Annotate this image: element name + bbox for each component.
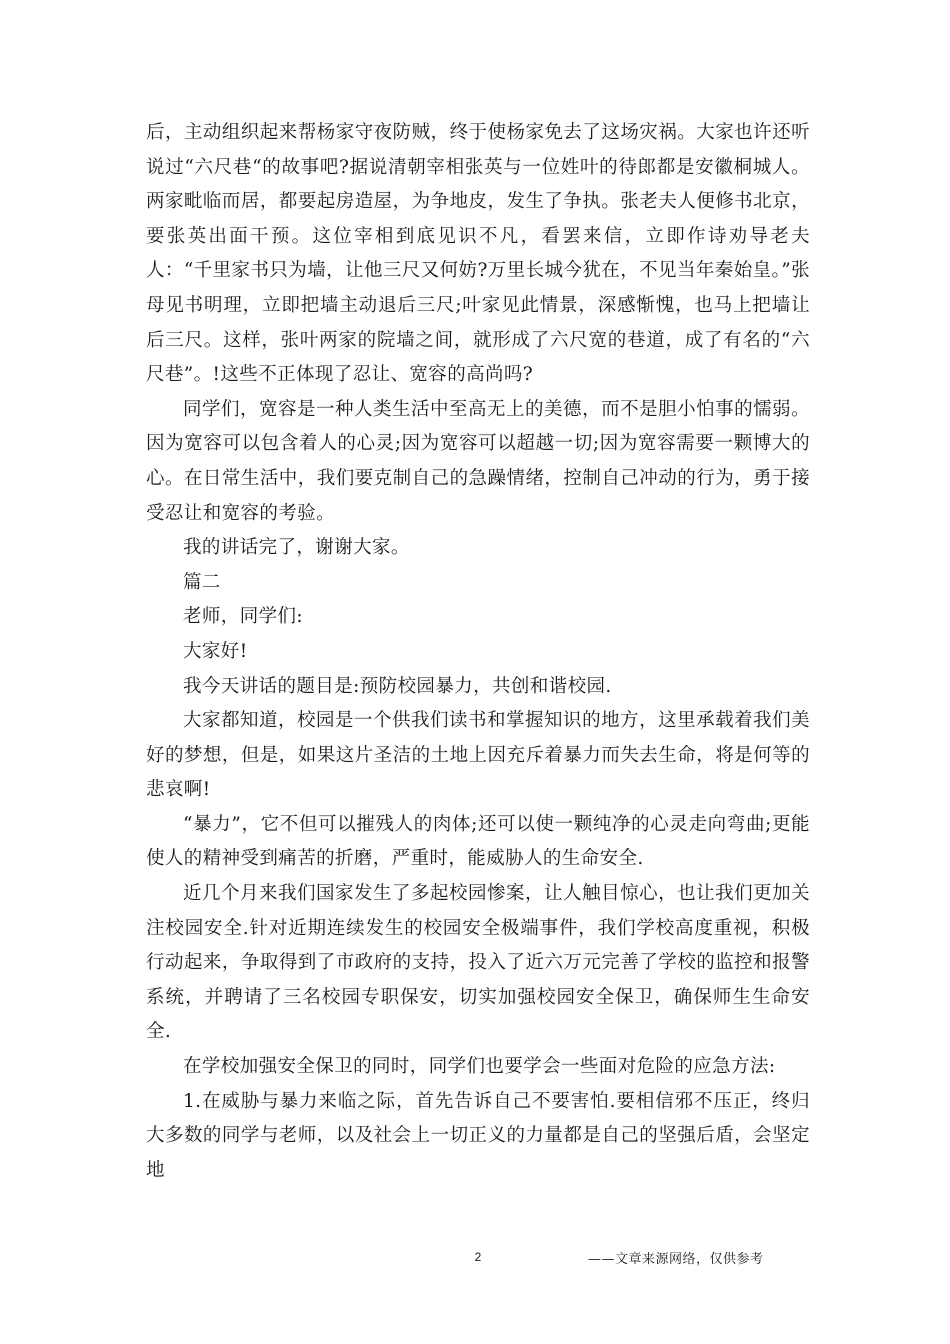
speech-topic: 我今天讲话的题目是:预防校园暴力，共创和谐校园. xyxy=(183,675,612,697)
document-body xyxy=(146,116,810,1188)
paragraph-10: 近几个月来我们国家发生了多起校园惨案，让人触目惊心，也让我们更加关注校园安全.针对近期连续发生的校园安全极端事件，我们学校高度重视，积极行动起来，争取得到了市政府的支持，投入了近六万元完善了学校的监控和报警系统，并聘请了三名校园专职保安，切实加强校园安全保卫，确保师生生命安全. xyxy=(146,883,810,1043)
paragraph-11: 在学校加强安全保卫的同时，同学们也要学会一些面对危险的应急方法: xyxy=(183,1056,776,1078)
paragraph-12: 1.在威胁与暴力来临之际，首先告诉自己不要害怕.要相信邪不压正，终归大多数的同学与老师，以及社会上一切正义的力量都是自己的坚强后盾，会坚定地 xyxy=(146,1090,810,1181)
paragraph-3: 我的讲话完了，谢谢大家。 xyxy=(183,537,410,559)
page-number: 2 xyxy=(474,1250,482,1264)
paragraph-9: “暴力”，它不但可以摧残人的肉体;还可以使一颗纯净的心灵走向弯曲;更能使人的精神受到痛苦的折磨，严重时，能威胁人的生命安全. xyxy=(146,813,810,870)
greeting: 大家好! xyxy=(183,640,248,662)
paragraph-1: 后，主动组织起来帮杨家守夜防贼，终于使杨家免去了这场灾祸。大家也许还听说过“六尺巷“的故事吧?据说清朝宰相张英与一位姓叶的待郎都是安徽桐城人。两家毗临而居，都要起房造屋，为争地皮，发生了争执。张老夫人便修书北京，要张英出面干预。这位宰相到底见识不凡，看罢来信，立即作诗劝导老夫人：“千里家书只为墙，让他三尺又何妨?万里长城今犹在，不见当年秦始皇。”张母见书明理，立即把墙主动退后三尺;叶家见此情景，深感惭愧，也马上把墙让后三尺。这样，张叶两家的院墙之间，就形成了六尺宽的巷道，成了有名的“六尺巷”。!这些不正体现了忍让、宽容的高尚吗? xyxy=(146,122,810,386)
salutation: 老师，同学们: xyxy=(183,606,304,628)
section-heading: 篇二 xyxy=(183,571,221,593)
footer-note: ——文章来源网络，仅供参考 xyxy=(588,1252,764,1267)
paragraph-8: 大家都知道，校园是一个供我们读书和掌握知识的地方，这里承载着我们美好的梦想，但是，如果这片圣洁的土地上因充斥着暴力而失去生命，将是何等的悲哀啊! xyxy=(146,710,810,801)
paragraph-2: 同学们，宽容是一种人类生活中至高无上的美德，而不是胆小怕事的懦弱。因为宽容可以包含着人的心灵;因为宽容可以超越一切;因为宽容需要一颗博大的心。在日常生活中，我们要克制自己的急躁情绪，控制自己冲动的行为，勇于接受忍让和宽容的考验。 xyxy=(146,398,810,524)
